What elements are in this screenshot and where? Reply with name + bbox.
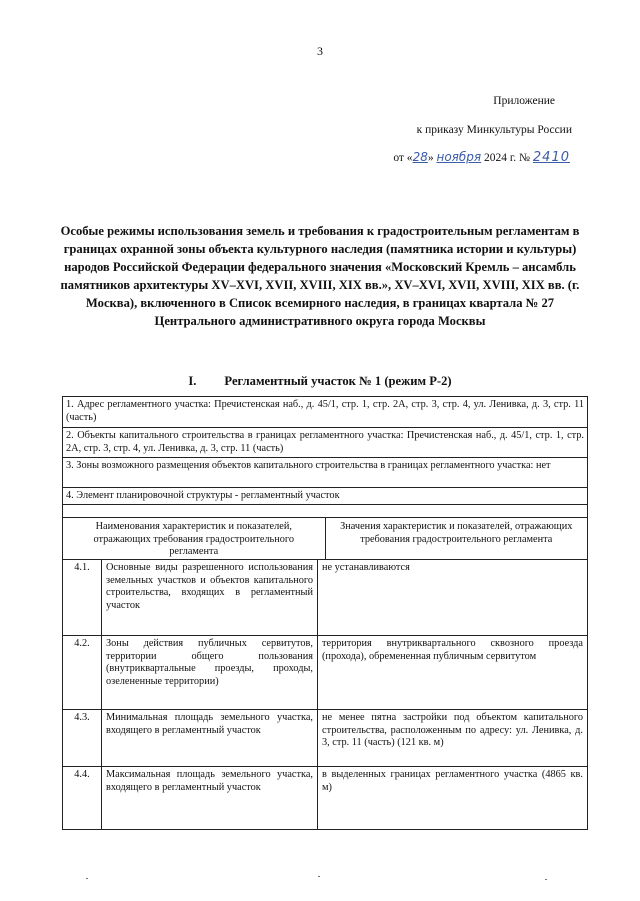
table-spacer-row <box>63 505 587 518</box>
date-quote-close: » <box>427 152 434 164</box>
date-prefix: от « <box>393 152 413 164</box>
row-value: в выделенных границах регламентного участка (4865 кв. м) <box>317 767 587 829</box>
appendix-order-ref: к приказу Минкультуры России <box>416 124 572 136</box>
row-number: 4.1. <box>74 562 90 573</box>
row-name: Минимальная площадь земельного участка, входящего в регламентный участок <box>101 710 317 766</box>
table-header <box>63 518 587 560</box>
handwritten-order-number: 2410 <box>532 150 570 165</box>
handwritten-day: 28 <box>412 150 428 164</box>
section-heading <box>0 374 640 389</box>
document-title: Особые режимы использования земель и требования к градостроительным регламентам в границах охранной зоны объекта культурного наследия (памятника истории и культуры) народов Российской Федерации федерального значения «Московский Кремль – ансамбль памятников архитектуры XV–XVI, XVII, XVIII, XIX вв.», XV–XVI, XVII, XVIII, XIX вв. (г. Москва), включенного в Список всемирного наследия, в границах квартала № 27 Центрального административного округа города Москвы <box>60 224 580 328</box>
row-name: Максимальная площадь земельного участка, входящего в регламентный участок <box>101 767 317 829</box>
row-name: Зоны действия публичных сервитутов, территории общего пользования (внутриквартальные проезды, проходы, озелененные территории) <box>101 636 317 709</box>
table-row <box>63 636 587 710</box>
section-roman-numeral: I. <box>188 374 197 388</box>
date-year-text: 2024 г. № <box>484 152 531 164</box>
row-name: Основные виды разрешенного использования земельных участков и объектов капитального строительства, входящих в регламентный участок <box>101 560 317 635</box>
scan-speck <box>86 878 88 879</box>
appendix-date-line <box>393 150 570 165</box>
table-row <box>63 560 587 636</box>
table-row-address: 1. Адрес регламентного участка: Пречистенская наб., д. 45/1, стр. 1, стр. 2А, стр. 3, стр. 4, ул. Ленивка, д. 3, стр. 11 (часть) <box>63 397 587 428</box>
table-row <box>63 767 587 829</box>
row-value: не устанавливаются <box>317 560 587 635</box>
handwritten-month: ноября <box>436 150 482 164</box>
appendix-label: Приложение <box>493 95 555 107</box>
table-row-element: 4. Элемент планировочной структуры - регламентный участок <box>63 488 587 505</box>
row-number: 4.4. <box>74 769 90 780</box>
row-value: территория внутриквартального сквозного проезда (прохода), обремененная публичным сервитутом <box>317 636 587 709</box>
table-row <box>63 710 587 767</box>
table-row-zones: 3. Зоны возможного размещения объектов капитального строительства в границах регламентного участка: нет <box>63 458 587 488</box>
header-col-values: Значения характеристик и показателей, отражающих требования градостроительного регламента <box>325 518 588 559</box>
header-col-names: Наименования характеристик и показателей, отражающих требования градостроительного регламента <box>93 521 295 557</box>
regulation-table <box>62 396 588 830</box>
table-row-objects: 2. Объекты капитального строительства в границах регламентного участка: Пречистенская наб., д. 45/1, стр. 1, стр. 2А, стр. 3, стр. 4, ул. Ленивка, д. 3, стр. 11 (часть) <box>63 428 587 458</box>
row-value: не менее пятна застройки под объектом капитального строительства, расположенным по адресу: ул. Ленивка, д. 3, стр. 11 (часть) (121 кв. м) <box>317 710 587 766</box>
page-number: 3 <box>317 44 323 58</box>
scan-speck <box>545 879 547 880</box>
row-number: 4.3. <box>74 712 90 723</box>
section-title: Регламентный участок № 1 (режим Р-2) <box>224 374 452 388</box>
row-number: 4.2. <box>74 638 90 649</box>
scan-speck <box>318 876 320 877</box>
